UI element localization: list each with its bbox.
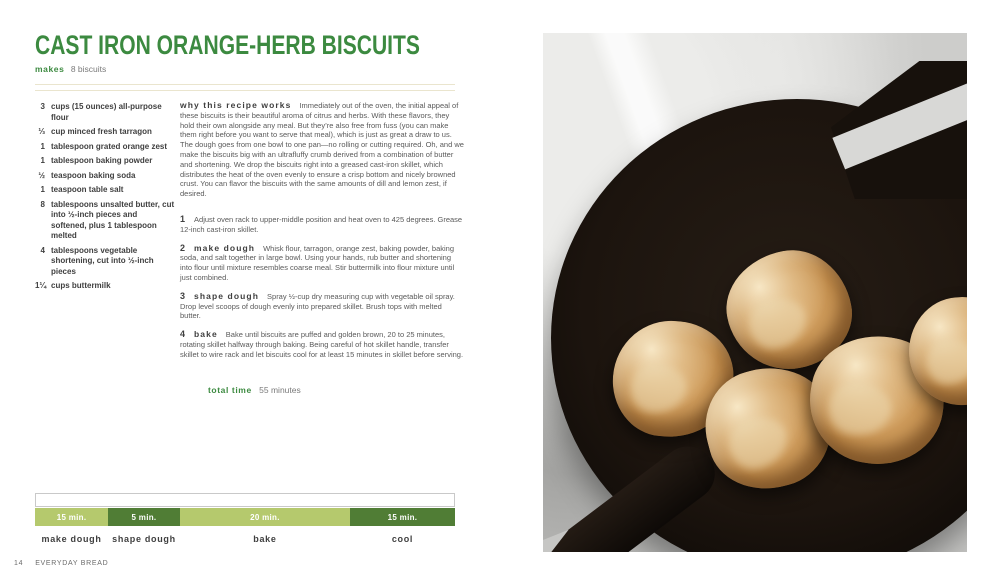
page-title: CAST IRON ORANGE-HERB BISCUITS bbox=[35, 30, 420, 60]
total-time-label: total time bbox=[208, 384, 252, 395]
why-heading: why this recipe works bbox=[180, 100, 292, 110]
ingredient-row bbox=[35, 127, 175, 138]
total-time-line bbox=[208, 385, 464, 395]
ingredient-row bbox=[35, 185, 175, 196]
step-text: Bake until biscuits are puffed and golden brown, 20 to 25 minutes, rotating skillet halfway through baking. Being careful of hot skillet handle, transfer skillet to wire rack and let biscuits cool for at least 15 minutes in skillet before serving. bbox=[180, 330, 464, 359]
segment-phase-label: make dough bbox=[41, 534, 102, 544]
ingredient-quantity: 1¼ bbox=[35, 281, 47, 290]
ingredient-row bbox=[35, 281, 175, 292]
ingredient-quantity: 3 bbox=[40, 102, 45, 111]
ingredient-row bbox=[35, 200, 175, 242]
step-number: 1 bbox=[180, 213, 186, 224]
ingredient-row bbox=[35, 171, 175, 182]
timeline-segment bbox=[108, 508, 180, 544]
total-time-value: 55 minutes bbox=[259, 384, 301, 395]
step-1 bbox=[180, 215, 464, 235]
ingredient-text: tablespoons unsalted butter, cut into ½-inch pieces and softened, plus 1 tablespoon melted bbox=[51, 199, 175, 240]
step-heading: bake bbox=[194, 329, 218, 340]
why-text: Immediately out of the oven, the initial appeal of these biscuits is their beautiful aroma of citrus and herbs. With these flavors, they hold their own alongside any meal. But they’re also free from fuss (you can make them right before you want to serve that meal), which is just as great a draw to us. The dough goes from one bowl to one pan—no rolling or cutting required. Oh, and we make the biscuits big with an ultrafluffy crumb derived from a combination of butter and shortening. We drop the biscuits right into a greased cast-iron skillet, which distributes the heat of the oven evenly to ensure a crisp bottom and nicely browned crust. You can flavor the biscuits with the same amounts of dill and lemon zest, if desired. bbox=[180, 101, 464, 199]
step-4 bbox=[180, 330, 464, 359]
timeline-segment bbox=[35, 508, 108, 544]
ingredient-quantity: 1 bbox=[40, 185, 45, 194]
step-text: Whisk flour, tarragon, orange zest, baking powder, baking soda, and salt together in large bowl. Using your hands, rub butter and shortening into flour until mixture resembles coarse meal. Stir buttermilk into flour mixture until just combined. bbox=[180, 243, 455, 282]
ingredient-text: cup minced fresh tarragon bbox=[51, 127, 152, 136]
makes-line bbox=[35, 64, 106, 74]
segment-duration: 5 min. bbox=[131, 512, 157, 522]
ingredient-text: cups (15 ounces) all-purpose flour bbox=[51, 102, 162, 122]
recipe-photo bbox=[543, 33, 967, 552]
step-heading: shape dough bbox=[194, 290, 260, 301]
segment-duration: 15 min. bbox=[56, 512, 87, 522]
ingredient-row bbox=[35, 156, 175, 167]
segment-phase-label: bake bbox=[253, 534, 277, 544]
step-number: 3 bbox=[180, 290, 186, 301]
timeline-segment bbox=[350, 508, 455, 544]
timeline-bar bbox=[35, 508, 455, 544]
ingredient-text: teaspoon table salt bbox=[51, 185, 124, 194]
double-rule-divider bbox=[35, 84, 455, 91]
recipe-timeline bbox=[35, 493, 455, 544]
step-number: 4 bbox=[180, 329, 186, 340]
ingredient-row bbox=[35, 246, 175, 278]
makes-value: 8 biscuits bbox=[70, 64, 107, 74]
step-text: Spray ½-cup dry measuring cup with vegetable oil spray. Drop level scoops of dough evenly into prepared skillet. Brush tops with melted butter. bbox=[180, 291, 455, 321]
ingredient-quantity: 8 bbox=[40, 199, 45, 209]
timeline-empty-track bbox=[35, 493, 455, 507]
ingredient-quantity: 1 bbox=[40, 156, 45, 165]
segment-phase-label: cool bbox=[391, 534, 414, 544]
segment-phase-label: shape dough bbox=[112, 534, 176, 544]
footer-book-title: EVERYDAY BREAD bbox=[35, 560, 109, 567]
segment-duration: 20 min. bbox=[250, 512, 280, 522]
ingredient-text: tablespoons vegetable shortening, cut into ½-inch pieces bbox=[51, 245, 154, 276]
ingredients-list bbox=[35, 102, 175, 296]
ingredient-text: tablespoon baking powder bbox=[51, 156, 153, 165]
ingredient-row bbox=[35, 102, 175, 123]
step-3 bbox=[180, 292, 464, 321]
ingredient-text: tablespoon grated orange zest bbox=[51, 141, 168, 151]
ingredient-quantity: 4 bbox=[40, 245, 45, 255]
footer-page-number: 14 bbox=[14, 560, 24, 567]
timeline-segment bbox=[180, 508, 350, 544]
why-this-recipe-works bbox=[180, 101, 464, 199]
ingredient-quantity: ⅓ bbox=[38, 127, 45, 136]
segment-duration: 15 min. bbox=[387, 512, 418, 522]
ingredient-text: cups buttermilk bbox=[51, 281, 111, 290]
recipe-body-column bbox=[180, 101, 464, 395]
page-footer bbox=[14, 560, 108, 567]
step-heading: make dough bbox=[194, 242, 256, 253]
ingredient-row bbox=[35, 142, 175, 153]
step-text: Adjust oven rack to upper-middle position and heat oven to 425 degrees. Grease 12-inch cast-iron skillet. bbox=[180, 214, 463, 234]
makes-label: makes bbox=[35, 64, 65, 74]
ingredient-text: teaspoon baking soda bbox=[51, 170, 136, 180]
ingredient-quantity: 1 bbox=[40, 141, 45, 151]
ingredient-quantity: ½ bbox=[38, 170, 45, 180]
step-number: 2 bbox=[180, 242, 186, 253]
step-2 bbox=[180, 244, 464, 283]
